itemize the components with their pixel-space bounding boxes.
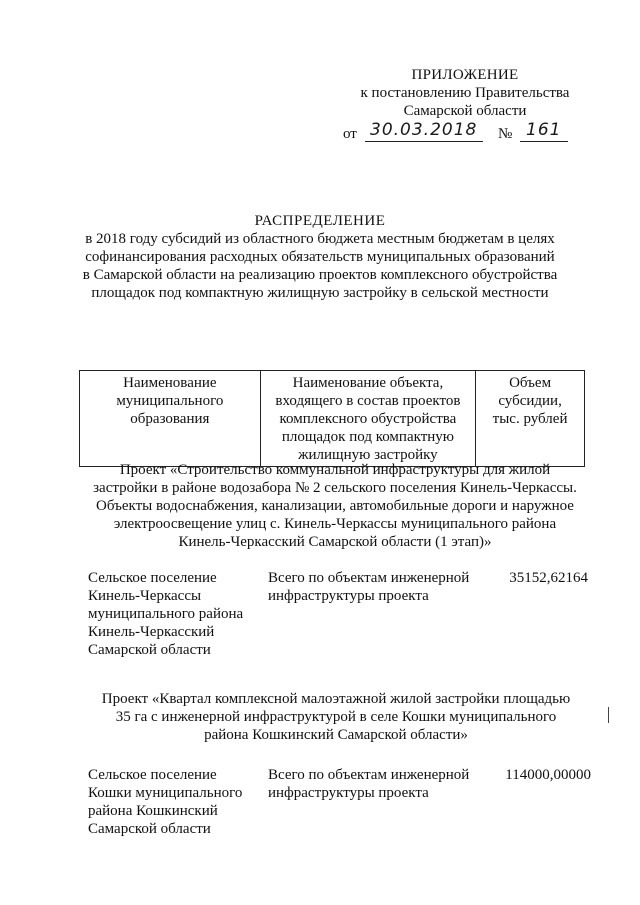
table-header-row — [80, 371, 585, 467]
document-heading — [60, 212, 580, 302]
municipality-cell: Сельское поселение Кошки муниципального района Кошкинский Самарской области — [88, 767, 243, 837]
decree-date-number-row — [330, 122, 590, 146]
number-label: № — [498, 126, 513, 142]
appendix-line-1: к постановлению Правительства — [360, 85, 570, 101]
amount-cell: 114000,00000 — [505, 767, 591, 783]
appendix-line-2: Самарской области — [403, 103, 527, 119]
heading-line: площадок под компактную жилищную застройку в сельской местности — [91, 285, 549, 301]
object-cell: Всего по объектам инженерной инфраструктуры проекта — [268, 570, 470, 604]
object-cell: Всего по объектам инженерной инфраструктуры проекта — [268, 767, 470, 801]
project-title-2: Проект «Квартал комплексной малоэтажной жилой застройки площадью 35 га с инженерной инфраструктурой в селе Кошки муниципального района Кошкинский Самарской области» — [101, 691, 571, 743]
municipality-cell: Сельское поселение Кинель-Черкассы муниципального района Кинель-Черкасский Самарской области — [88, 570, 244, 658]
header-municipality: Наименование муниципального образования — [80, 371, 261, 467]
header-amount: Объем субсидии, тыс. рублей — [476, 371, 585, 467]
appendix-title: ПРИЛОЖЕНИЕ — [411, 67, 519, 83]
project-title-1: Проект «Строительство коммунальной инфраструктуры для жилой застройки в районе водозабора № 2 сельского поселения Кинель-Черкассы. Объекты водоснабжения, канализации, автомобильные дороги и наружное электроосвещение улиц с. Кинель-Черкассы муниципального района Кинель-Черкасский Самарской области (1 этап)» — [93, 462, 577, 550]
allocation-table-header — [79, 370, 585, 467]
appendix-block — [330, 66, 590, 146]
number-underline — [520, 141, 568, 142]
table-row — [88, 569, 588, 659]
heading-line: в Самарской области на реализацию проектов комплексного обустройства — [82, 267, 558, 283]
date-underline — [365, 141, 483, 142]
heading-line: в 2018 году субсидий из областного бюджета местным бюджетам в целях — [85, 231, 555, 247]
heading-line: софинансирования расходных обязательств муниципальных образований — [85, 249, 555, 265]
scan-edge-mark — [608, 707, 609, 723]
heading-title: РАСПРЕДЕЛЕНИЕ — [254, 213, 386, 229]
table-row — [88, 766, 591, 838]
decree-date: 30.03.2018 — [370, 120, 478, 140]
from-label: от — [343, 126, 357, 142]
amount-cell: 35152,62164 — [509, 570, 588, 586]
decree-number: 161 — [526, 120, 562, 140]
header-object: Наименование объекта, входящего в состав проектов комплексного обустройства площадок под компактную жилищную застройку — [260, 371, 475, 467]
